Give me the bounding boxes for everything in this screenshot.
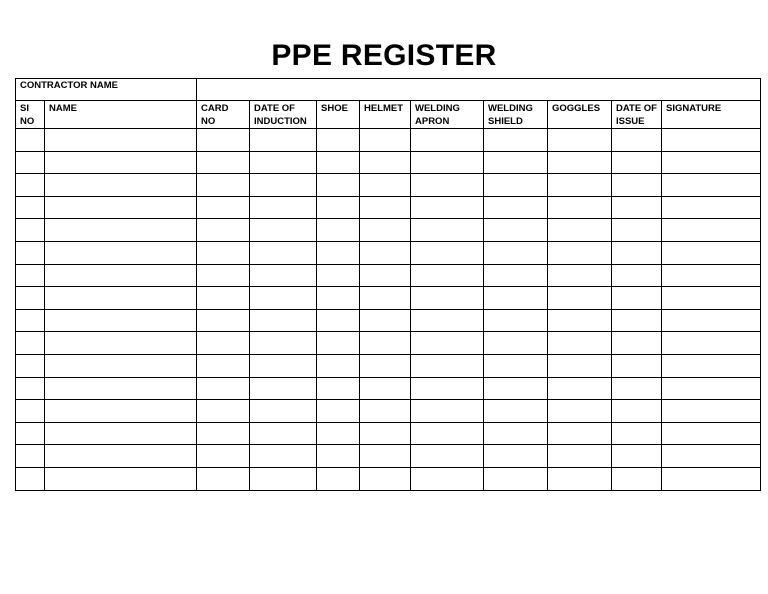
table-cell[interactable] — [662, 400, 761, 423]
table-cell[interactable] — [197, 151, 250, 174]
table-cell[interactable] — [662, 332, 761, 355]
table-cell[interactable] — [612, 445, 662, 468]
table-cell[interactable] — [16, 129, 45, 152]
table-cell[interactable] — [662, 354, 761, 377]
table-cell[interactable] — [662, 309, 761, 332]
table-cell[interactable] — [662, 467, 761, 490]
table-cell[interactable] — [45, 241, 197, 264]
table-cell[interactable] — [45, 264, 197, 287]
column-header-si-no — [16, 101, 45, 129]
table-cell[interactable] — [548, 400, 612, 423]
table-cell[interactable] — [411, 287, 484, 310]
table-cell[interactable] — [45, 467, 197, 490]
contractor-name-field[interactable] — [197, 79, 761, 101]
contractor-row — [16, 79, 761, 101]
table-cell[interactable] — [45, 309, 197, 332]
table-row — [16, 309, 761, 332]
table-cell[interactable] — [548, 445, 612, 468]
table-cell[interactable] — [16, 287, 45, 310]
page-title: PPE REGISTER — [271, 39, 497, 72]
table-cell[interactable] — [197, 219, 250, 242]
table-cell[interactable] — [360, 309, 411, 332]
column-header-label: DATE OF ISSUE — [616, 103, 657, 127]
table-cell[interactable] — [484, 196, 548, 219]
table-cell[interactable] — [360, 287, 411, 310]
contractor-name-label: CONTRACTOR NAME — [16, 79, 197, 101]
table-row — [16, 467, 761, 490]
table-cell[interactable] — [250, 332, 317, 355]
table-cell[interactable] — [197, 332, 250, 355]
table-cell[interactable] — [250, 264, 317, 287]
column-header-label: NAME — [49, 103, 77, 114]
table-cell[interactable] — [484, 332, 548, 355]
table-cell[interactable] — [612, 241, 662, 264]
table-cell[interactable] — [16, 445, 45, 468]
table-cell[interactable] — [548, 354, 612, 377]
table-cell[interactable] — [411, 174, 484, 197]
table-cell[interactable] — [411, 264, 484, 287]
table-row — [16, 241, 761, 264]
table-cell[interactable] — [548, 332, 612, 355]
table-cell[interactable] — [484, 445, 548, 468]
table-cell[interactable] — [16, 467, 45, 490]
table-cell[interactable] — [411, 196, 484, 219]
table-cell[interactable] — [197, 241, 250, 264]
table-cell[interactable] — [360, 400, 411, 423]
table-cell[interactable] — [411, 219, 484, 242]
column-header-date-of-issue — [612, 101, 662, 129]
table-cell[interactable] — [548, 241, 612, 264]
table-cell[interactable] — [250, 354, 317, 377]
table-cell[interactable] — [612, 174, 662, 197]
table-cell[interactable] — [317, 467, 360, 490]
table-cell[interactable] — [360, 264, 411, 287]
table-row — [16, 377, 761, 400]
table-cell[interactable] — [250, 377, 317, 400]
table-cell[interactable] — [16, 219, 45, 242]
table-row — [16, 196, 761, 219]
table-cell[interactable] — [317, 377, 360, 400]
table-cell[interactable] — [197, 129, 250, 152]
table-cell[interactable] — [250, 196, 317, 219]
table-cell[interactable] — [548, 309, 612, 332]
table-cell[interactable] — [16, 332, 45, 355]
table-cell[interactable] — [411, 129, 484, 152]
table-cell[interactable] — [612, 151, 662, 174]
table-cell[interactable] — [360, 445, 411, 468]
table-cell[interactable] — [16, 151, 45, 174]
table-cell[interactable] — [16, 174, 45, 197]
table-cell[interactable] — [45, 196, 197, 219]
column-header-card-no — [197, 101, 250, 129]
table-cell[interactable] — [360, 467, 411, 490]
table-cell[interactable] — [250, 241, 317, 264]
table-cell[interactable] — [612, 467, 662, 490]
column-header-label: HELMET — [364, 103, 404, 114]
table-cell[interactable] — [484, 377, 548, 400]
table-cell[interactable] — [45, 151, 197, 174]
table-cell[interactable] — [197, 445, 250, 468]
table-cell[interactable] — [411, 241, 484, 264]
column-header-label: SI NO — [20, 103, 35, 127]
table-cell[interactable] — [197, 309, 250, 332]
table-cell[interactable] — [45, 445, 197, 468]
table-cell[interactable] — [16, 377, 45, 400]
table-cell[interactable] — [16, 241, 45, 264]
table-cell[interactable] — [411, 354, 484, 377]
column-header-label: CARD NO — [201, 103, 229, 127]
table-cell[interactable] — [662, 129, 761, 152]
table-cell[interactable] — [484, 264, 548, 287]
table-cell[interactable] — [250, 422, 317, 445]
table-cell[interactable] — [45, 332, 197, 355]
table-cell[interactable] — [197, 196, 250, 219]
table-cell[interactable] — [548, 219, 612, 242]
table-cell[interactable] — [484, 241, 548, 264]
table-cell[interactable] — [484, 174, 548, 197]
column-header-signature — [662, 101, 761, 129]
column-header-helmet — [360, 101, 411, 129]
table-cell[interactable] — [360, 219, 411, 242]
table-cell[interactable] — [317, 445, 360, 468]
table-cell[interactable] — [411, 151, 484, 174]
table-cell[interactable] — [411, 332, 484, 355]
table-cell[interactable] — [250, 151, 317, 174]
table-cell[interactable] — [411, 422, 484, 445]
table-cell[interactable] — [484, 309, 548, 332]
table-cell[interactable] — [317, 400, 360, 423]
table-cell[interactable] — [197, 422, 250, 445]
table-cell[interactable] — [612, 332, 662, 355]
table-cell[interactable] — [250, 219, 317, 242]
table-cell[interactable] — [197, 264, 250, 287]
table-cell[interactable] — [484, 151, 548, 174]
table-cell[interactable] — [360, 241, 411, 264]
table-cell[interactable] — [317, 422, 360, 445]
table-cell[interactable] — [250, 129, 317, 152]
table-cell[interactable] — [612, 287, 662, 310]
table-row — [16, 174, 761, 197]
table-cell[interactable] — [411, 309, 484, 332]
table-cell[interactable] — [548, 422, 612, 445]
table-cell[interactable] — [360, 129, 411, 152]
column-header-welding-apron — [411, 101, 484, 129]
table-cell[interactable] — [612, 264, 662, 287]
table-cell[interactable] — [548, 287, 612, 310]
table-cell[interactable] — [411, 445, 484, 468]
table-row — [16, 219, 761, 242]
table-cell[interactable] — [548, 467, 612, 490]
table-cell[interactable] — [45, 400, 197, 423]
table-cell[interactable] — [484, 354, 548, 377]
table-cell[interactable] — [317, 354, 360, 377]
table-cell[interactable] — [360, 196, 411, 219]
table-cell[interactable] — [197, 400, 250, 423]
table-cell[interactable] — [662, 151, 761, 174]
table-cell[interactable] — [662, 264, 761, 287]
column-header-label: DATE OF INDUCTION — [254, 103, 307, 127]
table-row — [16, 400, 761, 423]
table-cell[interactable] — [360, 332, 411, 355]
table-cell[interactable] — [250, 287, 317, 310]
ppe-register-table — [15, 78, 761, 491]
table-cell[interactable] — [317, 219, 360, 242]
table-cell[interactable] — [360, 174, 411, 197]
table-cell[interactable] — [197, 174, 250, 197]
table-cell[interactable] — [16, 400, 45, 423]
table-cell[interactable] — [484, 467, 548, 490]
table-cell[interactable] — [484, 129, 548, 152]
table-row — [16, 422, 761, 445]
table-cell[interactable] — [317, 174, 360, 197]
table-row — [16, 264, 761, 287]
table-cell[interactable] — [317, 129, 360, 152]
table-cell[interactable] — [45, 174, 197, 197]
table-cell[interactable] — [411, 467, 484, 490]
table-cell[interactable] — [612, 422, 662, 445]
table-cell[interactable] — [317, 241, 360, 264]
table-cell[interactable] — [317, 264, 360, 287]
table-cell[interactable] — [250, 174, 317, 197]
column-header-row — [16, 101, 761, 129]
table-cell[interactable] — [45, 287, 197, 310]
table-cell[interactable] — [197, 467, 250, 490]
table-row — [16, 445, 761, 468]
column-header-shoe — [317, 101, 360, 129]
table-cell[interactable] — [662, 422, 761, 445]
table-cell[interactable] — [612, 129, 662, 152]
table-cell[interactable] — [612, 196, 662, 219]
column-header-date-of-induction — [250, 101, 317, 129]
table-cell[interactable] — [250, 467, 317, 490]
table-cell[interactable] — [45, 354, 197, 377]
table-cell[interactable] — [411, 400, 484, 423]
table-cell[interactable] — [45, 422, 197, 445]
table-cell[interactable] — [612, 377, 662, 400]
table-row — [16, 354, 761, 377]
table-cell[interactable] — [16, 264, 45, 287]
table-cell[interactable] — [484, 400, 548, 423]
table-cell[interactable] — [197, 354, 250, 377]
column-header-goggles — [548, 101, 612, 129]
table-cell[interactable] — [662, 196, 761, 219]
column-header-label: SIGNATURE — [666, 103, 722, 114]
table-cell[interactable] — [45, 219, 197, 242]
table-cell[interactable] — [484, 219, 548, 242]
column-header-name — [45, 101, 197, 129]
table-cell[interactable] — [612, 354, 662, 377]
table-cell[interactable] — [662, 445, 761, 468]
table-cell[interactable] — [250, 309, 317, 332]
table-cell[interactable] — [317, 287, 360, 310]
table-cell[interactable] — [548, 174, 612, 197]
table-cell[interactable] — [317, 196, 360, 219]
column-header-label: WELDING APRON — [415, 103, 460, 127]
table-cell[interactable] — [16, 196, 45, 219]
table-cell[interactable] — [360, 377, 411, 400]
table-cell[interactable] — [612, 219, 662, 242]
table-cell[interactable] — [662, 377, 761, 400]
table-cell[interactable] — [317, 151, 360, 174]
column-header-label: SHOE — [321, 103, 348, 114]
table-cell[interactable] — [662, 219, 761, 242]
table-cell[interactable] — [16, 309, 45, 332]
table-cell[interactable] — [612, 309, 662, 332]
table-cell[interactable] — [662, 287, 761, 310]
table-cell[interactable] — [484, 422, 548, 445]
table-cell[interactable] — [411, 377, 484, 400]
table-row — [16, 332, 761, 355]
table-cell[interactable] — [360, 354, 411, 377]
table-cell[interactable] — [612, 400, 662, 423]
column-header-welding-shield — [484, 101, 548, 129]
table-cell[interactable] — [250, 445, 317, 468]
table-cell[interactable] — [548, 129, 612, 152]
table-cell[interactable] — [317, 309, 360, 332]
table-cell[interactable] — [662, 241, 761, 264]
table-cell[interactable] — [360, 151, 411, 174]
table-cell[interactable] — [16, 354, 45, 377]
table-cell[interactable] — [662, 174, 761, 197]
table-cell[interactable] — [548, 151, 612, 174]
table-cell[interactable] — [197, 287, 250, 310]
table-cell[interactable] — [197, 377, 250, 400]
table-cell[interactable] — [16, 422, 45, 445]
table-row — [16, 129, 761, 152]
table-row — [16, 287, 761, 310]
table-cell[interactable] — [548, 264, 612, 287]
table-cell[interactable] — [548, 377, 612, 400]
table-cell[interactable] — [45, 129, 197, 152]
table-cell[interactable] — [45, 377, 197, 400]
column-header-label: WELDING SHIELD — [488, 103, 533, 127]
table-cell[interactable] — [360, 422, 411, 445]
table-cell[interactable] — [250, 400, 317, 423]
column-header-label: GOGGLES — [552, 103, 601, 114]
table-row — [16, 151, 761, 174]
table-cell[interactable] — [484, 287, 548, 310]
table-cell[interactable] — [317, 332, 360, 355]
table-cell[interactable] — [548, 196, 612, 219]
